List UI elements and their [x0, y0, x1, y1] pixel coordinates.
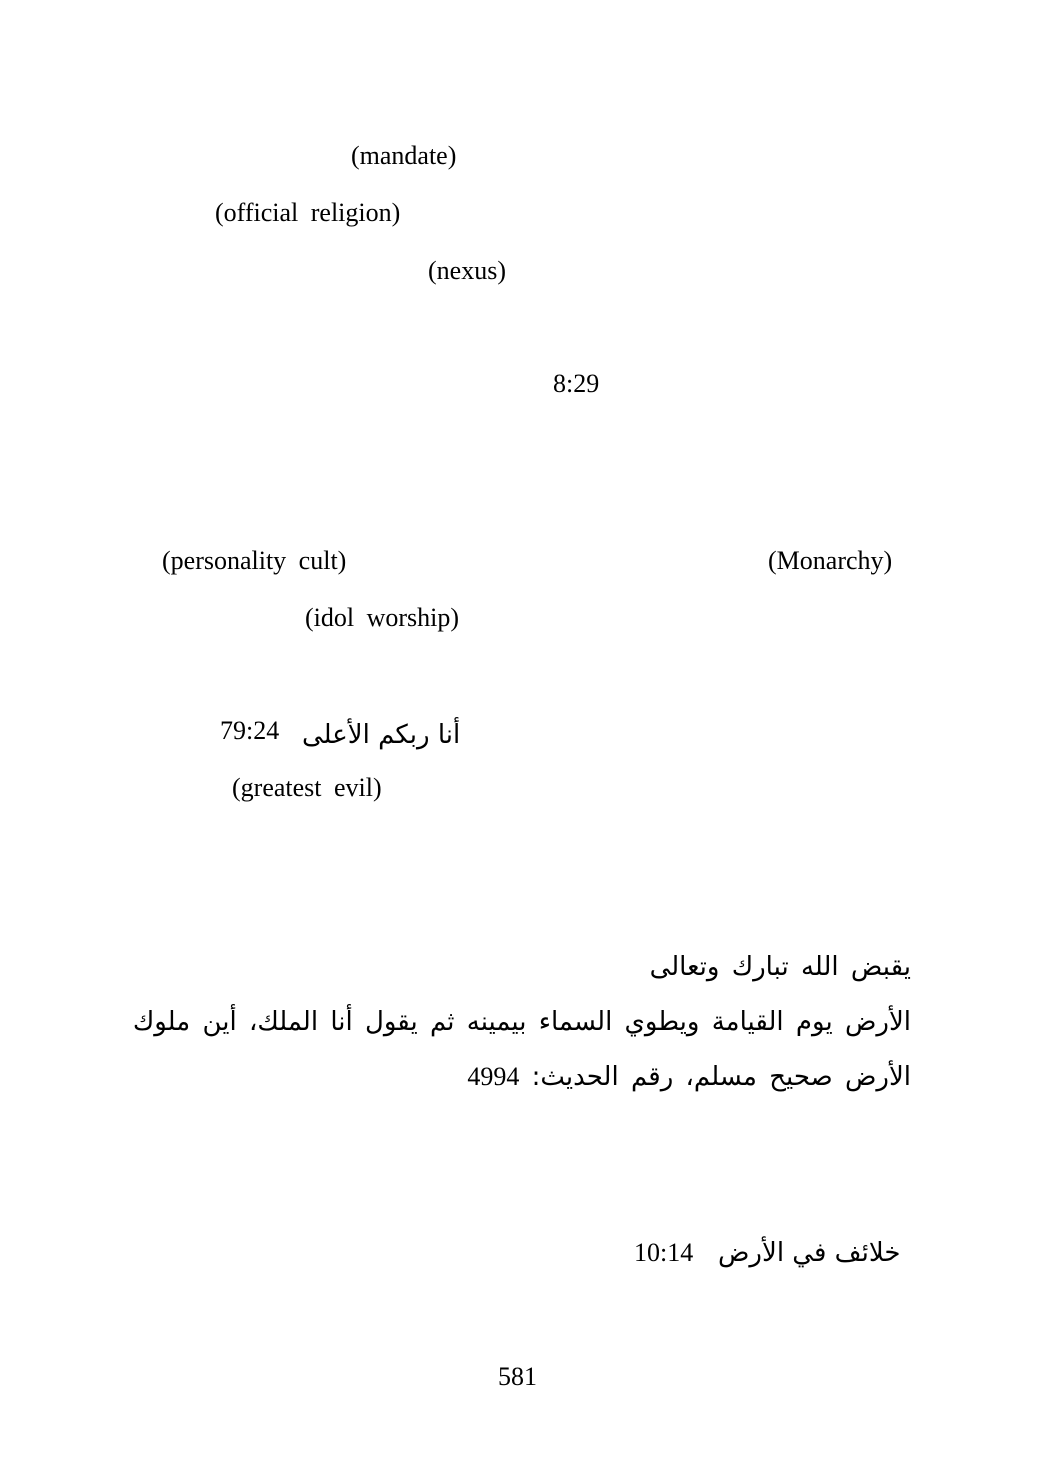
reference-10-14: 10:14 — [634, 1238, 694, 1267]
hadith-number: 4994 — [467, 1062, 520, 1091]
verse-10-14-arabic: خلائف في الأرض — [718, 1238, 901, 1268]
gloss-personality-cult: (personality cult) — [162, 546, 347, 575]
hadith-line-3 — [467, 1060, 911, 1094]
gloss-monarchy: (Monarchy) — [768, 546, 893, 575]
gloss-greatest-evil: (greatest evil) — [232, 773, 382, 802]
verse-79-24-arabic: أنا ربكم الأعلى — [302, 720, 461, 750]
gloss-official-religion: (official religion) — [215, 198, 401, 227]
reference-79-24: 79:24 — [220, 716, 280, 745]
page-number: 581 — [498, 1362, 537, 1391]
reference-8-29: 8:29 — [553, 369, 600, 398]
gloss-idol-worship: (idol worship) — [305, 603, 460, 632]
hadith-line-2: الأرض يوم القيامة ويطوي السماء بيمينه ثم يقول أنا الملك، أين ملوك — [132, 1007, 911, 1037]
hadith-line-1: يقبض الله تبارك وتعالى — [649, 952, 911, 982]
hadith-source: الأرض صحيح مسلم، رقم الحديث: — [531, 1062, 911, 1092]
gloss-mandate: (mandate) — [351, 141, 457, 170]
gloss-nexus: (nexus) — [428, 256, 506, 285]
